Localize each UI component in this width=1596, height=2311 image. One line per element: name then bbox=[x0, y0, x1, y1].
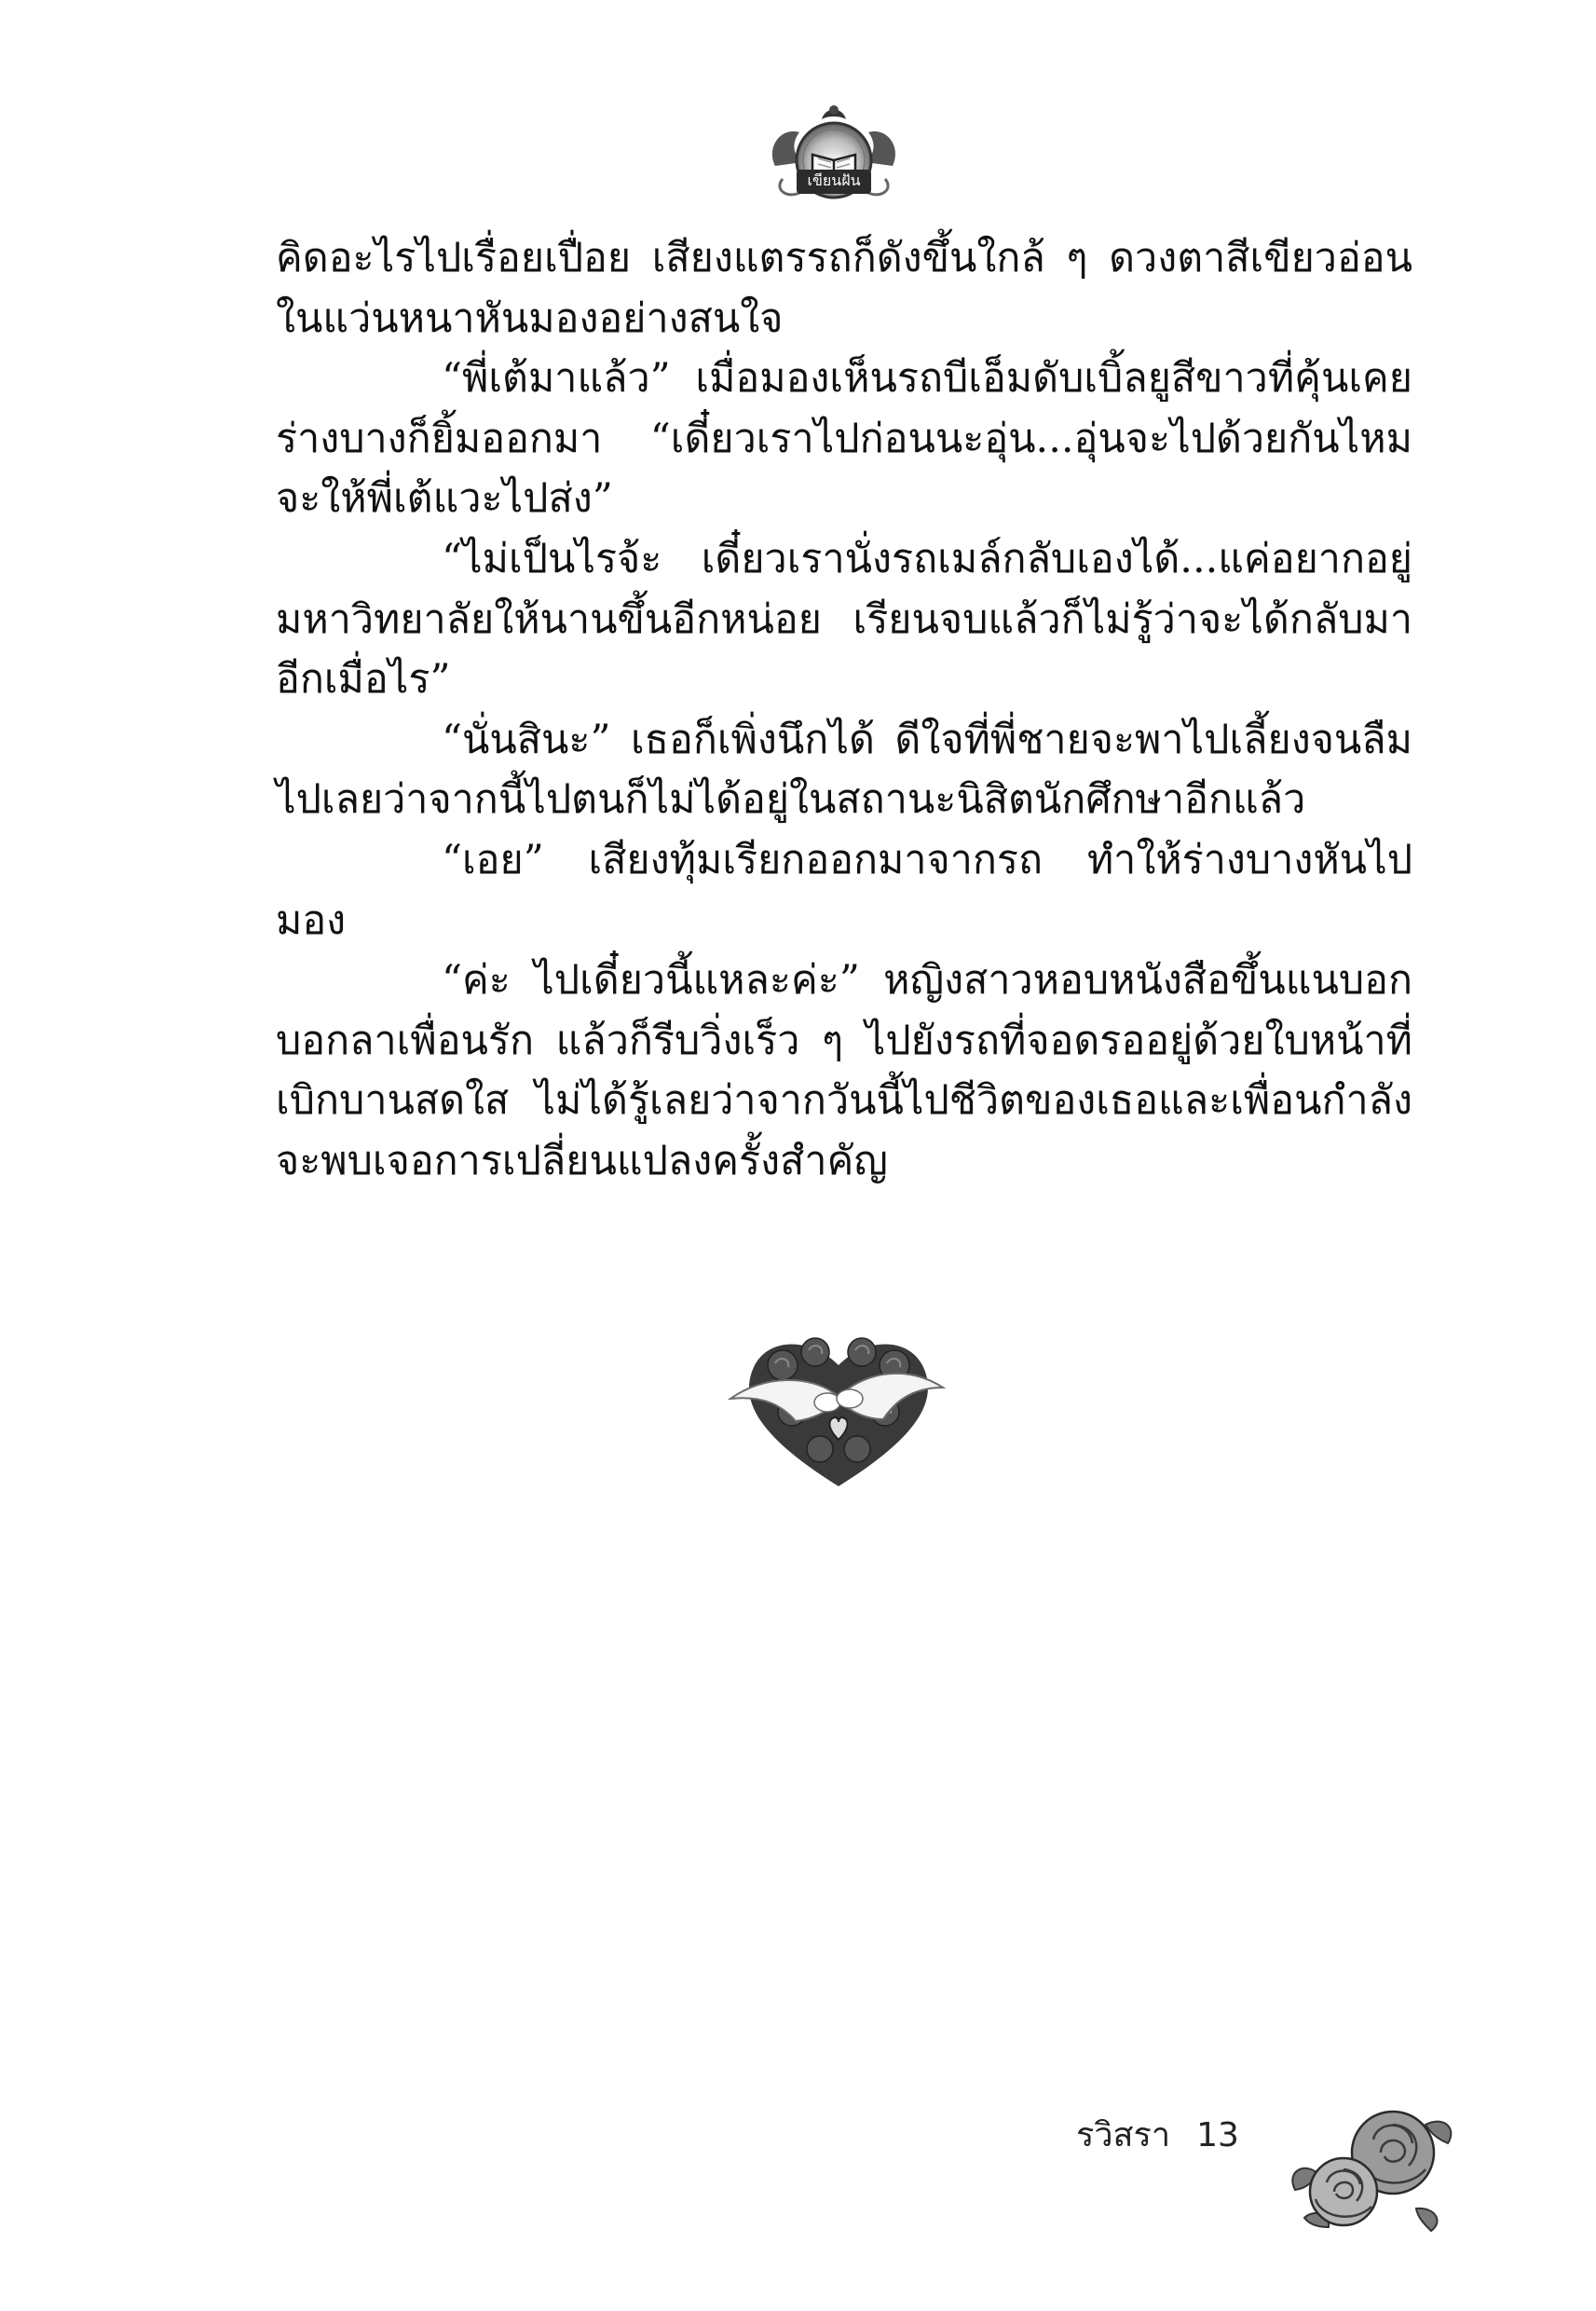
roses-icon bbox=[1276, 2087, 1463, 2236]
page-footer bbox=[1076, 2108, 1239, 2161]
doves-heart-roses-icon bbox=[727, 1309, 950, 1496]
paragraph: “ไม่เป็นไรจ้ะ เดี๋ยวเรานั่งรถเมล์กลับเองได้...แค่อยากอยู่มหาวิทยาลัยให้นานขึ้นอีกหน่อย เรียนจบแล้วก็ไม่รู้ว่าจะได้กลับมาอีกเมื่อไร” bbox=[276, 535, 1412, 704]
paragraph: “พี่เต้มาแล้ว” เมื่อมองเห็นรถบีเอ็มดับเบิ้ลยูสีขาวที่คุ้นเคย ร่างบางก็ยิ้มออกมา “เดี๋ยวเราไปก่อนนะอุ่น...อุ่นจะไปด้วยกันไหมจะให้พี่เต้แวะไปส่ง” bbox=[276, 355, 1412, 523]
page-number: 13 bbox=[1196, 2116, 1239, 2154]
logo-text: เขียนฝัน bbox=[807, 171, 861, 189]
paragraph: “ค่ะ ไปเดี๋ยวนี้แหละค่ะ” หญิงสาวหอบหนังสือขึ้นแนบอกบอกลาเพื่อนรัก แล้วก็รีบวิ่งเร็ว ๆ ไปยังรถที่จอดรออยู่ด้วยใบหน้าที่เบิกบานสดใส ไม่ได้รู้เลยว่าจากวันนี้ไปชีวิตของเธอและเพื่อนกำลังจะพบเจอการเปลี่ยนแปลงครั้งสำคัญ bbox=[276, 957, 1412, 1184]
author-name: รวิสรา bbox=[1076, 2116, 1171, 2154]
paragraph: คิดอะไรไปเรื่อยเปื่อย เสียงแตรรถก็ดังขึ้นใกล้ ๆ ดวงตาสีเขียวอ่อนในแว่นหนาหันมองอย่างสนใจ bbox=[276, 235, 1412, 342]
story-text bbox=[276, 228, 1412, 1192]
ornament-book-logo-icon bbox=[764, 101, 904, 205]
paragraph: “เอย” เสียงทุ้มเรียกออกมาจากรถ ทำให้ร่างบางหันไปมอง bbox=[276, 836, 1412, 944]
paragraph: “นั่นสินะ” เธอก็เพิ่งนึกได้ ดีใจที่พี่ชายจะพาไปเลี้ยงจนลืมไปเลยว่าจากนี้ไปตนก็ไม่ได้อยู่ในสถานะนิสิตนักศึกษาอีกแล้ว bbox=[276, 716, 1412, 824]
